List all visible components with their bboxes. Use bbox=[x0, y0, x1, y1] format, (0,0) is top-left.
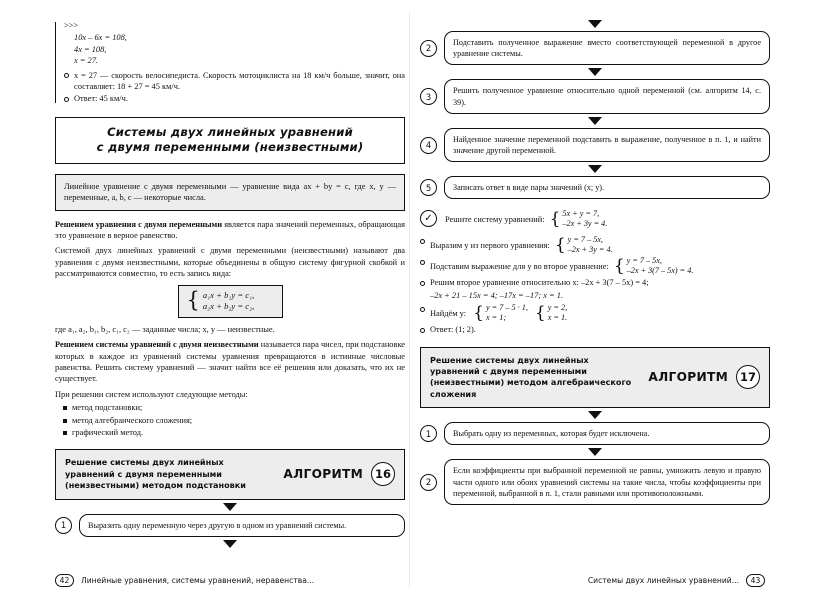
step-text: Выбрать одну из переменных, которая будет исключена. bbox=[444, 422, 770, 445]
algorithm-17-title-line-3: (неизвестными) методом алгебраического bbox=[430, 377, 632, 388]
example-step-4-system bbox=[473, 303, 528, 323]
example-step-1-system-line-2: –2x + 3y = 4. bbox=[567, 245, 613, 255]
square-bullet-icon bbox=[63, 431, 67, 435]
brace-icon: { bbox=[549, 208, 561, 229]
brace-icon: { bbox=[186, 288, 200, 313]
system-brace bbox=[187, 290, 268, 312]
example-step-2 bbox=[420, 256, 770, 276]
page-spine bbox=[409, 12, 410, 587]
solution-answer-row bbox=[64, 93, 405, 104]
example-step-2-system bbox=[614, 256, 694, 276]
paragraph-solution-definition bbox=[55, 219, 405, 242]
solution-answer: Ответ: 45 км/ч. bbox=[74, 94, 128, 104]
flow-arrow-icon bbox=[420, 20, 770, 28]
algorithm-17-step-2 bbox=[420, 459, 770, 505]
example-step-1-system-line-1: y = 7 – 5x, bbox=[567, 235, 603, 245]
solution-explanation-row bbox=[64, 70, 405, 93]
worked-example-system-line-1: 5x + y = 7, bbox=[562, 209, 600, 219]
example-step-4-system-line-2: x = 1; bbox=[485, 313, 507, 323]
method-label: графический метод. bbox=[72, 427, 144, 437]
example-answer-row bbox=[420, 324, 770, 335]
system-figure bbox=[55, 285, 405, 318]
list-item bbox=[55, 415, 405, 426]
algorithm-17-number: 17 bbox=[736, 365, 760, 389]
algorithm-16-title bbox=[65, 457, 275, 491]
flow-arrow-icon bbox=[420, 165, 770, 173]
circle-marker-icon bbox=[64, 97, 69, 102]
system-brace-lines bbox=[203, 290, 254, 312]
example-step-2-system-line-2: –2x + 3(7 – 5x) = 4. bbox=[626, 266, 694, 276]
algorithm-17-title-line-4: сложения bbox=[430, 388, 477, 399]
example-step-3-text-2: –2x + 21 – 15x = 4; –17x = –17; x = 1. bbox=[430, 290, 564, 300]
solution-line-2: 4x = 108, bbox=[74, 44, 107, 54]
algorithm-16-step-5 bbox=[420, 176, 770, 199]
paragraph-solution-definition-lead: Решением уравнения с двумя переменными bbox=[55, 219, 223, 229]
system-equation-2: a₂x + b₂y = c₂, bbox=[202, 300, 255, 311]
example-step-2-system-line-1: y = 7 – 5x, bbox=[626, 256, 662, 266]
algorithm-16-step-4 bbox=[420, 128, 770, 162]
step-number: 1 bbox=[55, 517, 72, 534]
paragraph-coefficients: где a₁, a₂, b₁, b₂, c₁, c₂ — заданные числа; x, y — неизвестные. bbox=[55, 324, 275, 334]
footer-right bbox=[588, 574, 765, 587]
section-title-line-2: с двумя переменными (неизвестными) bbox=[96, 139, 364, 154]
step-number: 1 bbox=[420, 425, 437, 442]
definition-box bbox=[55, 174, 405, 211]
circle-marker-icon bbox=[420, 239, 425, 244]
circle-marker-icon bbox=[420, 328, 425, 333]
algorithm-16-number: 16 bbox=[371, 462, 395, 486]
square-bullet-icon bbox=[63, 406, 67, 410]
worked-example-prompt: Решите систему уравнений: bbox=[445, 214, 545, 224]
step-text: Подставить полученное выражение вместо соответствующей переменной в другое уравнение системы. bbox=[444, 31, 770, 65]
page-number-left: 42 bbox=[55, 574, 74, 587]
footer-text-right: Системы двух линейных уравнений... bbox=[587, 576, 739, 585]
algorithm-17-title-line-2: уравнений с двумя переменными bbox=[430, 366, 587, 377]
algorithm-17-step-1 bbox=[420, 422, 770, 445]
solution-line-1: 10x – 6x = 108, bbox=[74, 33, 127, 43]
algorithm-16-title-line-2: уравнений с двумя переменными bbox=[65, 468, 222, 479]
step-number: 5 bbox=[420, 179, 437, 196]
example-step-4-system-line-1: y = 7 – 5 · 1, bbox=[485, 303, 528, 313]
example-step-4-system-2-line-1: y = 2, bbox=[547, 303, 568, 313]
example-step-3 bbox=[420, 277, 770, 288]
algorithm-17-header bbox=[420, 347, 770, 409]
square-bullet-icon bbox=[63, 419, 67, 423]
brace-icon: { bbox=[613, 255, 625, 276]
algorithm-16-title-line-1: Решение системы двух линейных bbox=[65, 457, 224, 468]
step-number: 2 bbox=[420, 40, 437, 57]
worked-example-system bbox=[550, 209, 608, 229]
check-icon: ✓ bbox=[420, 210, 437, 227]
flow-arrow-icon bbox=[420, 448, 770, 456]
circle-marker-icon bbox=[420, 281, 425, 286]
circle-marker-icon bbox=[64, 73, 69, 78]
step-number: 4 bbox=[420, 137, 437, 154]
system-equation-1: a₁x + b₁y = c₁, bbox=[202, 289, 255, 300]
left-page-column bbox=[55, 20, 405, 565]
page-number-right: 43 bbox=[746, 574, 765, 587]
algorithm-16-title-line-3: (неизвестными) методом подстановки bbox=[65, 480, 246, 491]
section-title-line-1: Системы двух линейных уравнений bbox=[107, 124, 353, 139]
example-step-1-system bbox=[555, 235, 613, 255]
brace-icon: { bbox=[554, 234, 566, 255]
list-item bbox=[55, 427, 405, 438]
paragraph-solution-definition-rest: является пара значений переменных, обращающая это уравнение в верное равенство. bbox=[55, 219, 405, 241]
worked-example-prompt-row bbox=[445, 209, 607, 229]
solution-explanation: x = 27 — скорость велосипедиста. Скорость мотоциклиста на 18 км/ч больше, значит, она составляет: 18 + 27 = 45 км/ч. bbox=[74, 70, 405, 92]
solution-line-3: x = 27. bbox=[74, 56, 99, 66]
algorithm-16-step-2 bbox=[420, 31, 770, 65]
right-page-column bbox=[420, 20, 770, 565]
definition-text: Линейное уравнение с двумя переменными — уравнение вида ax + by = c, где x, y — переменные, a, b, c — некоторые числа. bbox=[64, 181, 396, 203]
flow-arrow-icon bbox=[420, 411, 770, 419]
example-step-2-text: Подставим выражение для y во второе уравнение: bbox=[430, 261, 609, 271]
algorithm-16-step-3 bbox=[420, 79, 770, 113]
example-step-3-text: Решим второе уравнение относительно x: –2x + 3(7 – 5x) = 4; bbox=[430, 278, 649, 288]
paragraph-methods-intro: При решении систем используют следующие методы: bbox=[55, 389, 248, 399]
circle-marker-icon bbox=[420, 307, 425, 312]
step-text: Если коэффициенты при выбранной переменной не равны, умножить левую и правую части одного или обоих уравнений системы на такие числа, чтобы коэффициенты при переменной, выбранной в п. 1, стали равными или противоположными. bbox=[444, 459, 770, 505]
solution-block bbox=[55, 20, 405, 105]
solution-prompt: >>> bbox=[64, 21, 79, 30]
circle-marker-icon bbox=[420, 260, 425, 265]
algorithm-16-word: АЛГОРИТМ bbox=[283, 467, 363, 482]
worked-example bbox=[420, 209, 770, 229]
method-label: метод подстановки; bbox=[72, 403, 143, 413]
system-figure-box bbox=[178, 285, 283, 318]
brace-icon: { bbox=[534, 302, 546, 323]
paragraph-system-solution-rest: называется пара чисел, при подстановке которых в каждое из уравнений системы уравнения превращаются в истинные числовые равенства. Решить систему уравнений — значит найти все её решения или доказать, что их не существует. bbox=[55, 340, 406, 384]
brace-icon: { bbox=[473, 302, 484, 323]
list-item bbox=[55, 402, 405, 413]
algorithm-17-word: АЛГОРИТМ bbox=[648, 370, 728, 385]
flow-arrow-icon bbox=[55, 540, 405, 548]
example-answer: Ответ: (1; 2). bbox=[430, 325, 476, 335]
footer-text-left: Линейные уравнения, системы уравнений, неравенства... bbox=[81, 576, 315, 585]
example-step-1-text: Выразим y из первого уравнения: bbox=[430, 240, 550, 250]
paragraph-system-definition: Системой двух линейных уравнений с двумя переменными (неизвестными) называют два уравнения с двумя неизвестными, которые объединены в общую систему фигурной скобкой и рассматриваются совместно, то есть запись вида: bbox=[55, 246, 405, 279]
step-text: Найденное значение переменной подставить в выражение, полученное в п. 1, и найти значение другой переменной. bbox=[444, 128, 770, 162]
flow-arrow-icon bbox=[420, 117, 770, 125]
paragraph-system-solution bbox=[55, 339, 405, 385]
example-step-4-system-2 bbox=[535, 303, 567, 323]
step-text: Решить полученное уравнение относительно одной переменной (см. алгоритм 14, с. 39). bbox=[444, 79, 770, 113]
paragraph-system-solution-lead: Решением системы уравнений с двумя неизвестными bbox=[55, 340, 259, 350]
section-title-box bbox=[55, 117, 405, 164]
step-number: 2 bbox=[420, 474, 437, 491]
example-step-1 bbox=[420, 235, 770, 255]
algorithm-16-step-1 bbox=[55, 514, 405, 537]
step-number: 3 bbox=[420, 88, 437, 105]
step-text: Записать ответ в виде пары значений (x; y). bbox=[444, 176, 770, 199]
flow-arrow-icon bbox=[420, 68, 770, 76]
footer-left bbox=[55, 574, 314, 587]
example-step-4 bbox=[420, 303, 770, 323]
methods-list bbox=[55, 402, 405, 438]
method-label: метод алгебраического сложения; bbox=[72, 415, 193, 425]
algorithm-17-title-line-1: Решение системы двух линейных bbox=[430, 354, 589, 365]
example-step-4-system-2-line-2: x = 1. bbox=[547, 313, 568, 323]
example-step-4-text: Найдём y: bbox=[430, 308, 467, 318]
worked-example-system-line-2: –2x + 3y = 4. bbox=[562, 219, 608, 229]
flow-arrow-icon bbox=[55, 503, 405, 511]
algorithm-16-header bbox=[55, 449, 405, 499]
step-text: Выразить одну переменную через другую в одном из уравнений системы. bbox=[79, 514, 405, 537]
algorithm-17-title bbox=[430, 355, 640, 401]
